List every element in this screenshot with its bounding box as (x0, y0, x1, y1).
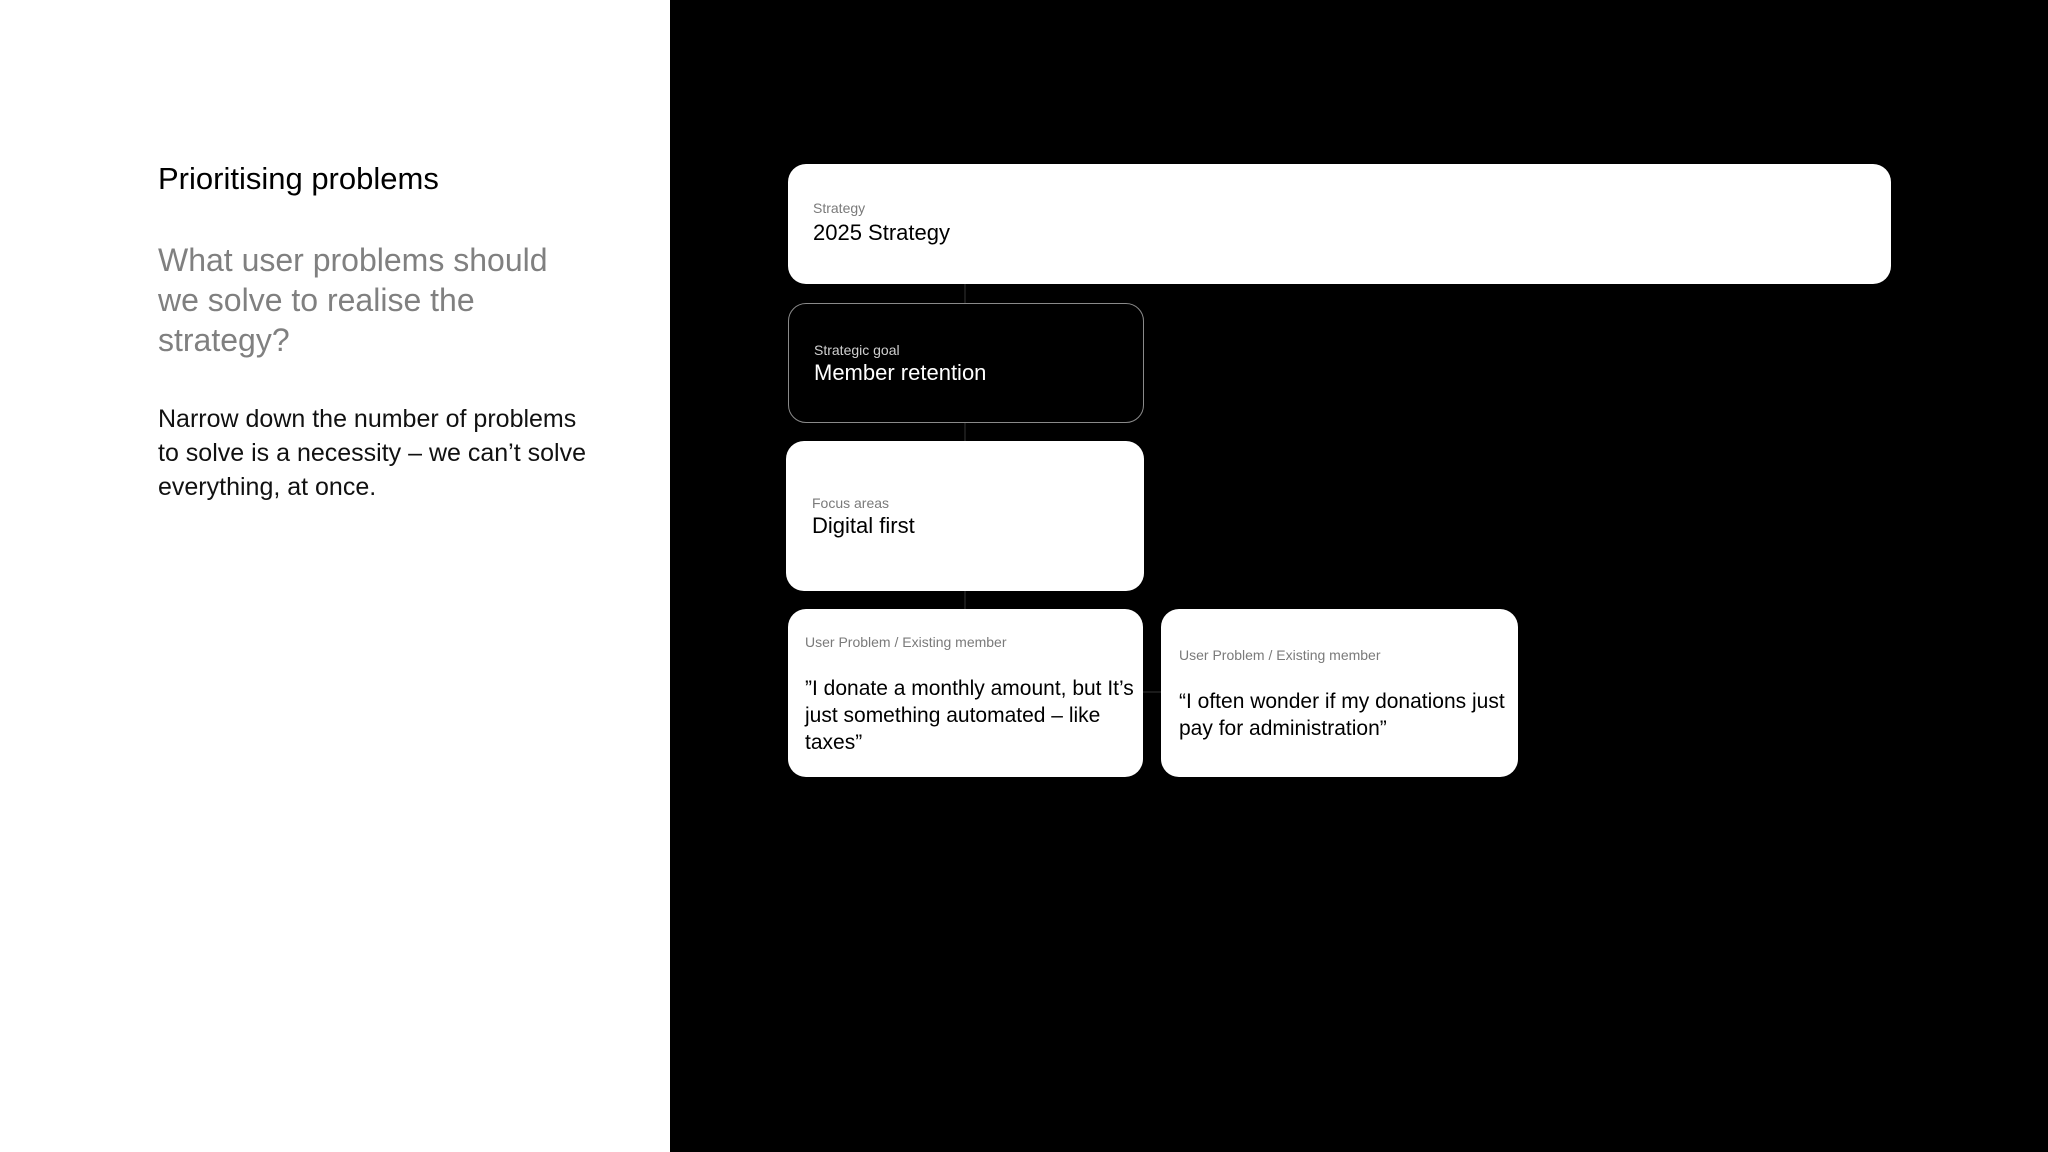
hierarchy-diagram (670, 0, 2048, 1152)
user-problem-quote: ”I donate a monthly amount, but It’s just something automated – like taxes” (805, 677, 1134, 754)
user-problem-label: User Problem / Existing member (1179, 647, 1381, 663)
strategy-card (788, 164, 1891, 284)
focus-area-card (786, 441, 1144, 591)
user-problem-quote: “I often wonder if my donations just pay for administration” (1179, 690, 1505, 740)
user-problem-card (788, 609, 1143, 777)
slide-note: Narrow down the number of problems to solve is a necessity – we can’t solve everything, at once. (158, 405, 586, 501)
slide-title: Prioritising problems (158, 161, 439, 196)
user-problem-card (1161, 609, 1518, 777)
strategic-goal-card (788, 303, 1144, 423)
strategic-goal-value: Member retention (814, 360, 987, 385)
focus-area-value: Digital first (812, 513, 915, 538)
intro-panel (0, 0, 670, 1152)
user-problem-label: User Problem / Existing member (805, 634, 1007, 650)
focus-area-label: Focus areas (812, 495, 890, 511)
strategy-label: Strategy (813, 200, 866, 216)
strategy-value: 2025 Strategy (813, 220, 950, 245)
strategic-goal-label: Strategic goal (814, 342, 900, 358)
slide-question: What user problems should we solve to realise the strategy? (158, 242, 548, 358)
